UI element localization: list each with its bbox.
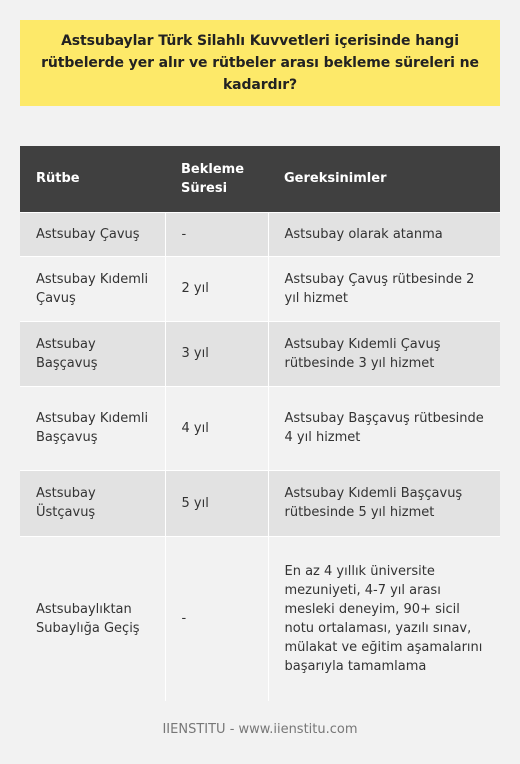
waiting-cell: 3 yıl — [165, 321, 268, 386]
rank-cell: Astsubay Kıdemli Başçavuş — [20, 386, 165, 470]
table-row — [20, 470, 500, 536]
requirements-cell: Astsubay Başçavuş rütbesinde 4 yıl hizmet — [268, 386, 500, 470]
rank-table — [20, 146, 500, 701]
footer-credit: IIENSTITU - www.iienstitu.com — [162, 722, 358, 737]
waiting-cell: - — [165, 536, 268, 701]
rank-cell: Astsubay Üstçavuş — [20, 470, 165, 536]
requirements-cell: Astsubay Çavuş rütbesinde 2 yıl hizmet — [268, 256, 500, 321]
rank-cell: Astsubay Çavuş — [20, 212, 165, 256]
title-banner — [20, 20, 500, 106]
table-row — [20, 256, 500, 321]
header-rank: Rütbe — [20, 146, 165, 212]
table-row — [20, 321, 500, 386]
table-header-row — [20, 146, 500, 212]
waiting-cell: 5 yıl — [165, 470, 268, 536]
requirements-cell: En az 4 yıllık üniversite mezuniyeti, 4-7 yıl arası mesleki deneyim, 90+ sicil notu ortalaması, yazılı sınav, mülakat ve eğitim aşamalarını başarıyla tamamlama — [268, 536, 500, 701]
header-requirements: Gereksinimler — [268, 146, 500, 212]
table-row — [20, 386, 500, 470]
requirements-cell: Astsubay Kıdemli Başçavuş rütbesinde 5 yıl hizmet — [268, 470, 500, 536]
waiting-cell: 4 yıl — [165, 386, 268, 470]
rank-cell: Astsubaylıktan Subaylığa Geçiş — [20, 536, 165, 701]
waiting-cell: - — [165, 212, 268, 256]
requirements-cell: Astsubay Kıdemli Çavuş rütbesinde 3 yıl hizmet — [268, 321, 500, 386]
table-row — [20, 536, 500, 701]
page-title: Astsubaylar Türk Silahlı Kuvvetleri içerisinde hangi rütbelerde yer alır ve rütbeler arası bekleme süreleri ne kadardır? — [41, 33, 479, 93]
rank-cell: Astsubay Kıdemli Çavuş — [20, 256, 165, 321]
table-row — [20, 212, 500, 256]
rank-cell: Astsubay Başçavuş — [20, 321, 165, 386]
requirements-cell: Astsubay olarak atanma — [268, 212, 500, 256]
waiting-cell: 2 yıl — [165, 256, 268, 321]
header-waiting-period: Bekleme Süresi — [165, 146, 268, 212]
